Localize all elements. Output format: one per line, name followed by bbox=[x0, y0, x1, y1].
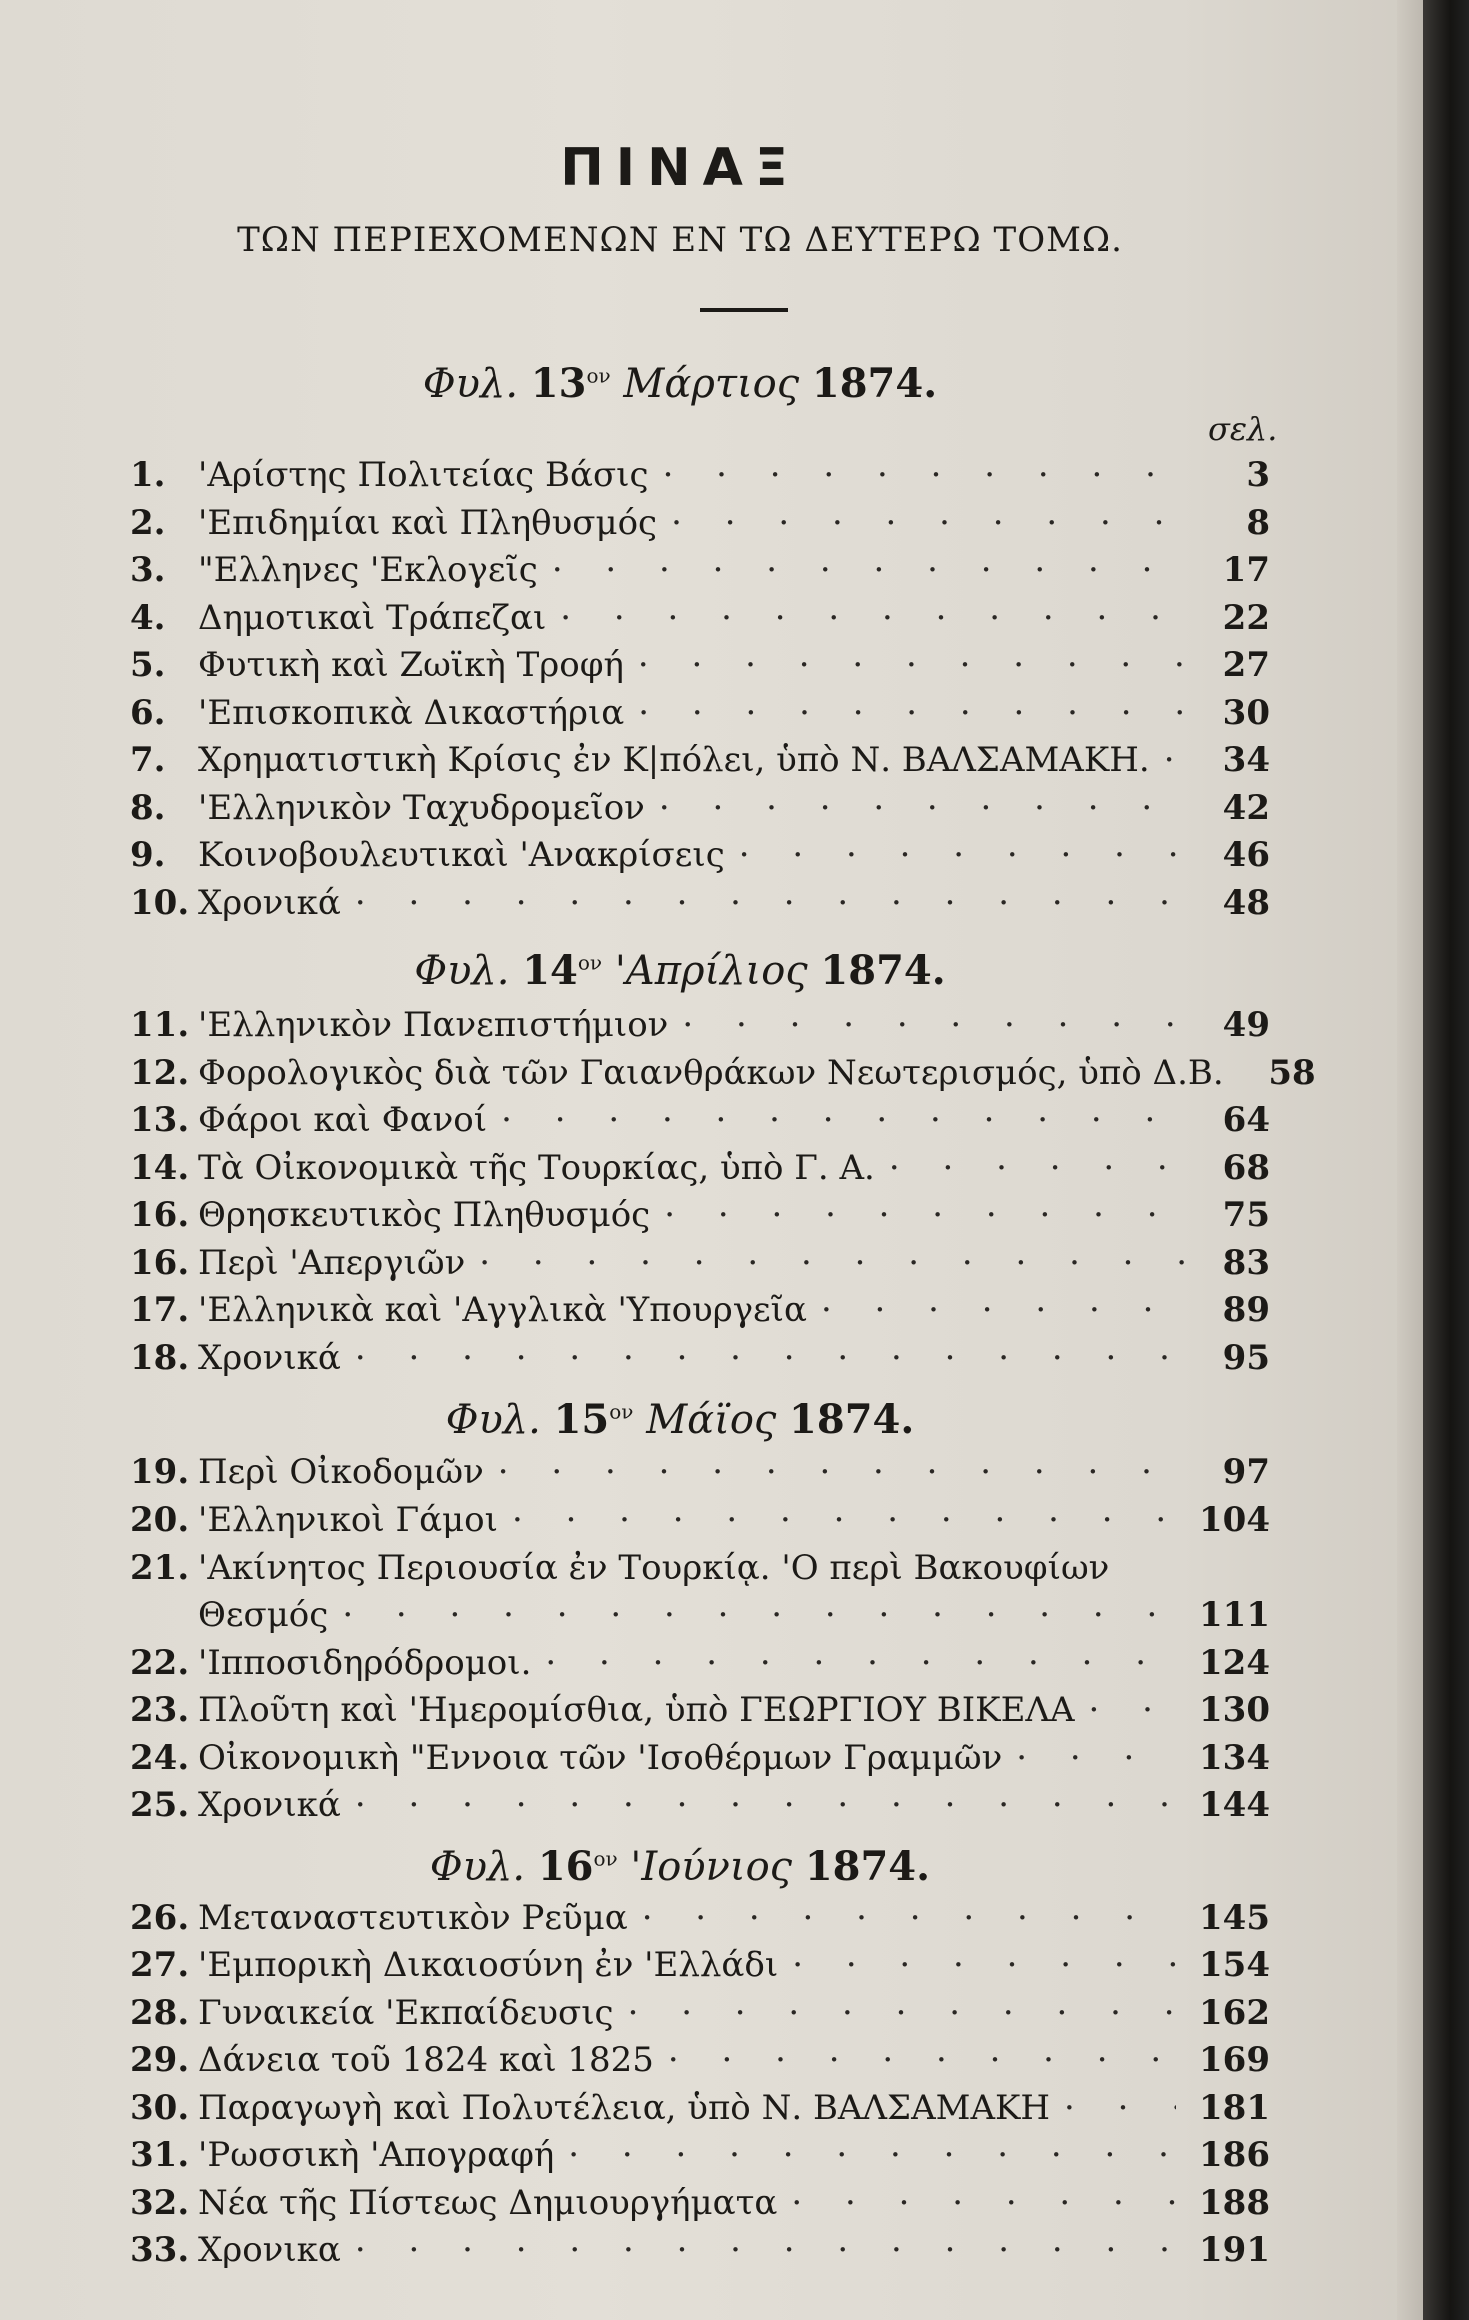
section-heading bbox=[0, 1396, 1360, 1443]
toc-entry bbox=[130, 2040, 1270, 2088]
dot-leader bbox=[739, 835, 1192, 875]
section-prefix: Φυλ. bbox=[445, 1397, 541, 1443]
dot-leader bbox=[355, 1338, 1192, 1378]
dot-leader bbox=[512, 1500, 1176, 1540]
entry-page: 191 bbox=[1199, 2230, 1270, 2270]
entry-title: "Ελληνες 'Εκλογεῖς bbox=[198, 550, 538, 590]
entry-page: 27 bbox=[1222, 645, 1270, 685]
toc-entry bbox=[130, 740, 1270, 788]
entry-number: 28. bbox=[130, 1993, 190, 2033]
entry-page: 95 bbox=[1222, 1338, 1270, 1378]
entry-title: 'Ελληνικοὶ Γάμοι bbox=[198, 1500, 498, 1540]
toc-entry bbox=[130, 1993, 1270, 2041]
section-heading bbox=[0, 947, 1360, 994]
entry-number: 32. bbox=[130, 2183, 190, 2223]
toc-entry bbox=[130, 598, 1270, 646]
entry-number: 19. bbox=[130, 1452, 190, 1492]
entry-page: 186 bbox=[1199, 2135, 1270, 2175]
section-prefix: Φυλ. bbox=[414, 948, 510, 994]
toc-entry bbox=[130, 788, 1270, 836]
dot-leader bbox=[659, 788, 1192, 828]
entry-title: 'Ελληνικὸν Ταχυδρομεῖον bbox=[198, 788, 645, 828]
dot-leader bbox=[1016, 1738, 1176, 1778]
toc-entry bbox=[130, 2183, 1270, 2231]
entry-page: 154 bbox=[1199, 1945, 1270, 1985]
toc-entry bbox=[130, 1452, 1270, 1500]
entry-page: 3 bbox=[1246, 455, 1270, 495]
entry-title: 'Ιπποσιδηρόδρομοι. bbox=[198, 1643, 532, 1683]
toc-entry bbox=[130, 1053, 1316, 1101]
toc-entry bbox=[130, 1595, 1270, 1643]
dot-leader bbox=[671, 503, 1192, 543]
entry-page: 162 bbox=[1199, 1993, 1270, 2033]
entry-title: Κοινοβουλευτικαὶ 'Ανακρίσεις bbox=[198, 835, 725, 875]
dot-leader bbox=[628, 1993, 1176, 2033]
entry-title: Παραγωγὴ καὶ Πολυτέλεια, ὑπὸ Ν. ΒΑΛΣΑΜΑΚΗ bbox=[198, 2088, 1051, 2128]
page-title: ΠΙΝΑΞ bbox=[560, 138, 800, 198]
section-year: 1874. bbox=[804, 1843, 931, 1890]
toc-entry bbox=[130, 2230, 1270, 2278]
section-sup: ον bbox=[577, 950, 603, 975]
entry-number: 5. bbox=[130, 645, 166, 685]
entry-number: 12. bbox=[130, 1053, 190, 1093]
dot-leader bbox=[889, 1148, 1192, 1188]
entry-number: 30. bbox=[130, 2088, 190, 2128]
entry-page: 22 bbox=[1222, 598, 1270, 638]
entry-title: Χρονικά bbox=[198, 1785, 341, 1825]
section-month: Μάρτιος bbox=[623, 361, 800, 407]
entry-title: Τὰ Οἰκονομικὰ τῆς Τουρκίας, ὑπὸ Γ. Α. bbox=[198, 1148, 875, 1188]
dot-leader bbox=[1089, 1690, 1176, 1730]
entry-number: 27. bbox=[130, 1945, 190, 1985]
entry-number: 24. bbox=[130, 1738, 190, 1778]
dot-leader bbox=[821, 1290, 1192, 1330]
entry-page: 30 bbox=[1222, 693, 1270, 733]
book-spine-edge bbox=[1423, 0, 1469, 2320]
entry-number: 3. bbox=[130, 550, 166, 590]
section-sup: ον bbox=[609, 1399, 634, 1424]
dot-leader bbox=[668, 2040, 1176, 2080]
dot-leader bbox=[663, 455, 1192, 495]
dot-leader bbox=[501, 1100, 1192, 1140]
toc-entry bbox=[130, 1898, 1270, 1946]
section-year: 1874. bbox=[820, 947, 946, 994]
entry-page: 68 bbox=[1222, 1148, 1270, 1188]
dot-leader bbox=[791, 2183, 1176, 2223]
section-number: 14 bbox=[522, 947, 578, 994]
dot-leader bbox=[552, 550, 1192, 590]
section-sup: ον bbox=[586, 363, 611, 388]
toc-entry bbox=[130, 645, 1270, 693]
toc-entry bbox=[130, 2135, 1270, 2183]
section-number: 15 bbox=[553, 1396, 610, 1443]
toc-entry bbox=[130, 1243, 1270, 1291]
section-number: 13 bbox=[530, 360, 587, 407]
entry-title: Δημοτικαὶ Τράπεζαι bbox=[198, 598, 547, 638]
entry-page: 89 bbox=[1222, 1290, 1270, 1330]
entry-page: 49 bbox=[1222, 1005, 1270, 1045]
entry-number: 10. bbox=[130, 883, 190, 923]
toc-entry bbox=[130, 1738, 1270, 1786]
toc-entry bbox=[130, 1785, 1270, 1833]
dot-leader bbox=[638, 645, 1192, 685]
toc-entry bbox=[130, 1290, 1270, 1338]
entry-page: 169 bbox=[1199, 2040, 1270, 2080]
entry-page: 130 bbox=[1199, 1690, 1270, 1730]
entry-number: 6. bbox=[130, 693, 166, 733]
toc-entry bbox=[130, 883, 1270, 931]
entry-page: 17 bbox=[1222, 550, 1270, 590]
entry-title: Χρονικά bbox=[198, 1338, 341, 1378]
entry-number: 9. bbox=[130, 835, 166, 875]
entry-title: 'Αρίστης Πολιτείας Βάσις bbox=[198, 455, 649, 495]
toc-entry bbox=[130, 1548, 1270, 1596]
entry-number: 17. bbox=[130, 1290, 190, 1330]
page-column-label: σελ. bbox=[1208, 410, 1278, 448]
section-heading bbox=[0, 360, 1360, 407]
entry-title: Γυναικεία 'Εκπαίδευσις bbox=[198, 1993, 614, 2033]
dot-leader bbox=[664, 1195, 1192, 1235]
entry-number: 14. bbox=[130, 1148, 190, 1188]
entry-title: Χρηματιστικὴ Κρίσις ἐν Κ|πόλει, ὑπὸ Ν. ΒΑΛΣΑΜΑΚΗ. bbox=[198, 740, 1150, 780]
entry-number: 7. bbox=[130, 740, 166, 780]
entry-title: 'Ελληνικὸν Πανεπιστήμιον bbox=[198, 1005, 669, 1045]
entry-page: 144 bbox=[1199, 1785, 1270, 1825]
dot-leader bbox=[1164, 740, 1192, 780]
entry-title: Θεσμός bbox=[198, 1595, 329, 1635]
entry-number: 33. bbox=[130, 2230, 190, 2270]
entry-number: 22. bbox=[130, 1643, 190, 1683]
section-prefix: Φυλ. bbox=[422, 361, 519, 407]
section-year: 1874. bbox=[811, 360, 938, 407]
toc-entry bbox=[130, 503, 1270, 551]
toc-entry bbox=[130, 455, 1270, 503]
entry-number: 31. bbox=[130, 2135, 190, 2175]
entry-number: 11. bbox=[130, 1005, 190, 1045]
entry-number: 13. bbox=[130, 1100, 190, 1140]
section-prefix: Φυλ. bbox=[429, 1844, 526, 1890]
section-heading bbox=[0, 1843, 1360, 1890]
entry-title: Δάνεια τοῦ 1824 καὶ 1825 bbox=[198, 2040, 654, 2080]
section-month: Μάϊος bbox=[646, 1397, 777, 1443]
toc-entry bbox=[130, 1338, 1270, 1386]
dot-leader bbox=[479, 1243, 1192, 1283]
entry-number: 29. bbox=[130, 2040, 190, 2080]
entry-title: Χρονικά bbox=[198, 883, 341, 923]
entry-title: Περὶ Οἰκοδομῶν bbox=[198, 1452, 484, 1492]
toc-entry bbox=[130, 1945, 1270, 1993]
entry-title: Χρονικα bbox=[198, 2230, 341, 2270]
toc-entry bbox=[130, 1643, 1270, 1691]
dot-leader bbox=[342, 1595, 1176, 1635]
entry-page: 97 bbox=[1222, 1452, 1270, 1492]
page-subtitle: ΤΩΝ ΠΕΡΙΕΧΟΜΕΝΩΝ ΕΝ ΤΩ ΔΕΥΤΕΡΩ ΤΟΜΩ. bbox=[237, 220, 1123, 260]
entry-page: 42 bbox=[1222, 788, 1270, 828]
section-month: 'Ιούνιος bbox=[630, 1844, 793, 1890]
entry-title: 'Ελληνικὰ καὶ 'Αγγλικὰ 'Υπουργεῖα bbox=[198, 1290, 807, 1330]
entry-page: 34 bbox=[1222, 740, 1270, 780]
entry-page: 134 bbox=[1199, 1738, 1270, 1778]
entry-title: Φάροι καὶ Φανοί bbox=[198, 1100, 488, 1140]
toc-entry bbox=[130, 1195, 1270, 1243]
dot-leader bbox=[545, 1643, 1176, 1683]
section-number: 16 bbox=[537, 1843, 594, 1890]
entry-page: 75 bbox=[1222, 1195, 1270, 1235]
entry-number: 8. bbox=[130, 788, 166, 828]
entry-title: 'Εμπορικὴ Δικαιοσύνη ἐν 'Ελλάδι bbox=[198, 1945, 779, 1985]
entry-title: 'Επισκοπικὰ Δικαστήρια bbox=[198, 693, 625, 733]
entry-number: 26. bbox=[130, 1898, 190, 1938]
dot-leader bbox=[1064, 2088, 1176, 2128]
entry-page: 104 bbox=[1199, 1500, 1270, 1540]
entry-page: 83 bbox=[1222, 1243, 1270, 1283]
toc-entry bbox=[130, 1500, 1270, 1548]
toc-entry bbox=[130, 1005, 1270, 1053]
entry-page: 188 bbox=[1199, 2183, 1270, 2223]
toc-entry bbox=[130, 1690, 1270, 1738]
entry-title: 'Ρωσσικὴ 'Απογραφή bbox=[198, 2135, 555, 2175]
dot-leader bbox=[682, 1005, 1192, 1045]
dot-leader bbox=[355, 2230, 1176, 2270]
entry-page: 48 bbox=[1222, 883, 1270, 923]
entry-title: Φυτικὴ καὶ Ζωϊκὴ Τροφή bbox=[198, 645, 624, 685]
entry-title: 'Ακίνητος Περιουσία ἐν Τουρκίᾳ. 'Ο περὶ Βακουφίων bbox=[198, 1548, 1110, 1588]
entry-title: Μεταναστευτικὸν Ρεῦμα bbox=[198, 1898, 628, 1938]
entry-page: 124 bbox=[1199, 1643, 1270, 1683]
toc-entry bbox=[130, 550, 1270, 598]
toc-entry bbox=[130, 1148, 1270, 1196]
section-month: 'Απρίλιος bbox=[614, 948, 808, 994]
dot-leader bbox=[792, 1945, 1176, 1985]
entry-title: Νέα τῆς Πίστεως Δημιουργήματα bbox=[198, 2183, 778, 2223]
dot-leader bbox=[355, 1785, 1176, 1825]
page-gutter-shadow bbox=[1397, 0, 1423, 2320]
entry-title: Περὶ 'Απεργιῶν bbox=[198, 1243, 466, 1283]
dot-leader bbox=[560, 598, 1192, 638]
entry-title: Πλοῦτη καὶ 'Ημερομίσθια, ὑπὸ ΓΕΩΡΓΙΟΥ ΒΙΚΕΛΑ bbox=[198, 1690, 1075, 1730]
entry-number: 1. bbox=[130, 455, 166, 495]
section-sup: ον bbox=[593, 1846, 618, 1871]
dot-leader bbox=[568, 2135, 1176, 2175]
entry-number: 20. bbox=[130, 1500, 190, 1540]
entry-title: Οἰκονομικὴ "Εννοια τῶν 'Ισοθέρμων Γραμμῶν bbox=[198, 1738, 1003, 1778]
entry-number: 18. bbox=[130, 1338, 190, 1378]
dot-leader bbox=[498, 1452, 1192, 1492]
dot-leader bbox=[355, 883, 1192, 923]
toc-entry bbox=[130, 693, 1270, 741]
entry-number: 25. bbox=[130, 1785, 190, 1825]
dot-leader bbox=[642, 1898, 1176, 1938]
toc-entry bbox=[130, 1100, 1270, 1148]
entry-title: Θρησκευτικὸς Πληθυσμός bbox=[198, 1195, 651, 1235]
entry-page: 145 bbox=[1199, 1898, 1270, 1938]
entry-title: Φορολογικὸς διὰ τῶν Γαιανθράκων Νεωτερισμός, ὑπὸ Δ.Β. bbox=[198, 1053, 1224, 1093]
entry-page: 8 bbox=[1246, 503, 1270, 543]
toc-entry bbox=[130, 2088, 1270, 2136]
entry-number: 21. bbox=[130, 1548, 190, 1588]
entry-page: 58 bbox=[1268, 1053, 1316, 1093]
entry-page: 111 bbox=[1199, 1595, 1270, 1635]
entry-number: 23. bbox=[130, 1690, 190, 1730]
entry-number: 16. bbox=[130, 1195, 190, 1235]
toc-entry bbox=[130, 835, 1270, 883]
entry-page: 181 bbox=[1199, 2088, 1270, 2128]
entry-number: 2. bbox=[130, 503, 166, 543]
entry-page: 46 bbox=[1222, 835, 1270, 875]
entry-number: 4. bbox=[130, 598, 166, 638]
entry-title: 'Επιδημίαι καὶ Πληθυσμός bbox=[198, 503, 658, 543]
entry-number: 16. bbox=[130, 1243, 190, 1283]
entry-page: 64 bbox=[1222, 1100, 1270, 1140]
dot-leader bbox=[638, 693, 1192, 733]
title-rule bbox=[700, 308, 788, 312]
section-year: 1874. bbox=[789, 1396, 915, 1443]
